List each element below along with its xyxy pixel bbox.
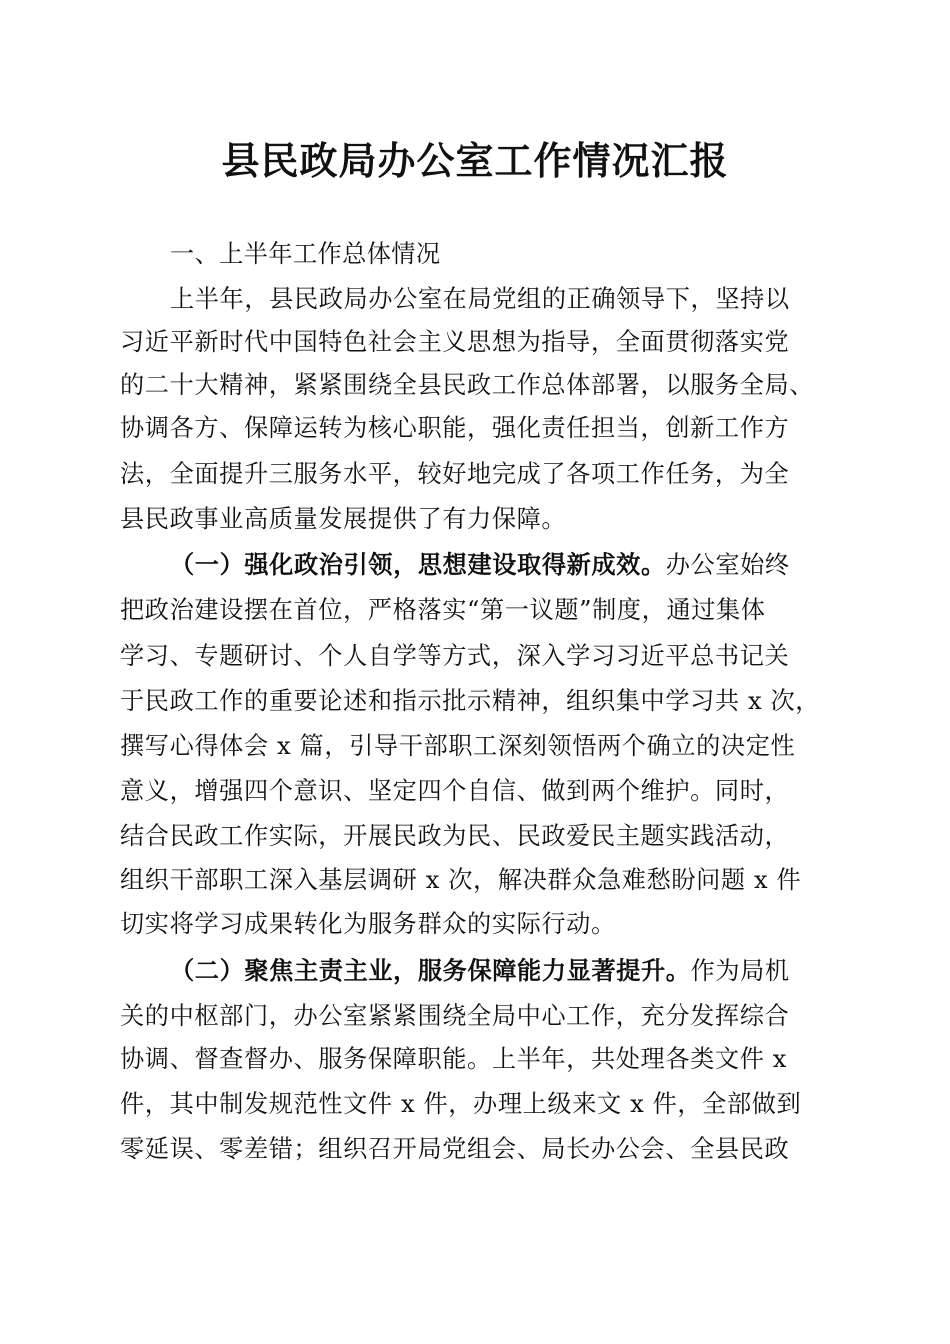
paragraph-line: 习近平新时代中国特色社会主义思想为指导，全面贯彻落实党 (120, 328, 790, 356)
document-title: 县民政局办公室工作情况汇报 (221, 138, 729, 183)
paragraph-line: 法，全面提升三服务水平，较好地完成了各项工作任务，为全 (120, 460, 790, 488)
paragraph-line: 切实将学习成果转化为服务群众的实际行动。 (120, 910, 616, 938)
subsection-heading: （二）聚焦主责主业，服务保障能力显著提升。 (170, 956, 691, 985)
paragraph-line: 上半年，县民政局办公室在局党组的正确领导下，坚持以 (170, 285, 790, 313)
paragraph-line: 县民政事业高质量发展提供了有力保障。 (120, 505, 567, 533)
paragraph-line: 撰写心得体会 x 篇，引导干部职工深刻领悟两个确立的决定性 (120, 732, 796, 760)
paragraph-line: 件，其中制发规范性文件 x 件，办理上级来文 x 件，全部做到 (120, 1090, 802, 1118)
paragraph-line: 于民政工作的重要论述和指示批示精神，组织集中学习共 x 次， (120, 687, 821, 715)
paragraph-line: 结合民政工作实际，开展民政为民、民政爱民主题实践活动， (120, 822, 790, 850)
paragraph-line: 意义，增强四个意识、坚定四个自信、做到两个维护。同时， (120, 777, 790, 805)
paragraph-line: 协调、督查督办、服务保障职能。上半年，共处理各类文件 x (120, 1045, 788, 1073)
section-heading: 一、上半年工作总体情况 (170, 240, 441, 268)
paragraph-line: 协调各方、保障运转为核心职能，强化责任担当，创新工作方 (120, 414, 790, 442)
subsection-line (170, 549, 830, 581)
paragraph-text: 办公室始终 (665, 551, 790, 579)
paragraph-text: 作为局机 (690, 957, 790, 985)
paragraph-line: 组织干部职工深入基层调研 x 次，解决群众急难愁盼问题 x 件 (120, 866, 802, 894)
subsection-line (170, 955, 830, 987)
paragraph-line: 把政治建设摆在首位，严格落实“第一议题”制度，通过集体 (120, 596, 766, 624)
paragraph-line: 的二十大精神，紧紧围绕全县民政工作总体部署，以服务全局、 (120, 371, 815, 399)
subsection-heading: （一）强化政治引领，思想建设取得新成效。 (170, 550, 666, 579)
paragraph-line: 零延误、零差错；组织召开局党组会、局长办公会、全县民政 (120, 1135, 790, 1163)
paragraph-line: 学习、专题研讨、个人自学等方式，深入学习习近平总书记关 (120, 642, 790, 670)
paragraph-line: 关的中枢部门，办公室紧紧围绕全局中心工作，充分发挥综合 (120, 1002, 790, 1030)
